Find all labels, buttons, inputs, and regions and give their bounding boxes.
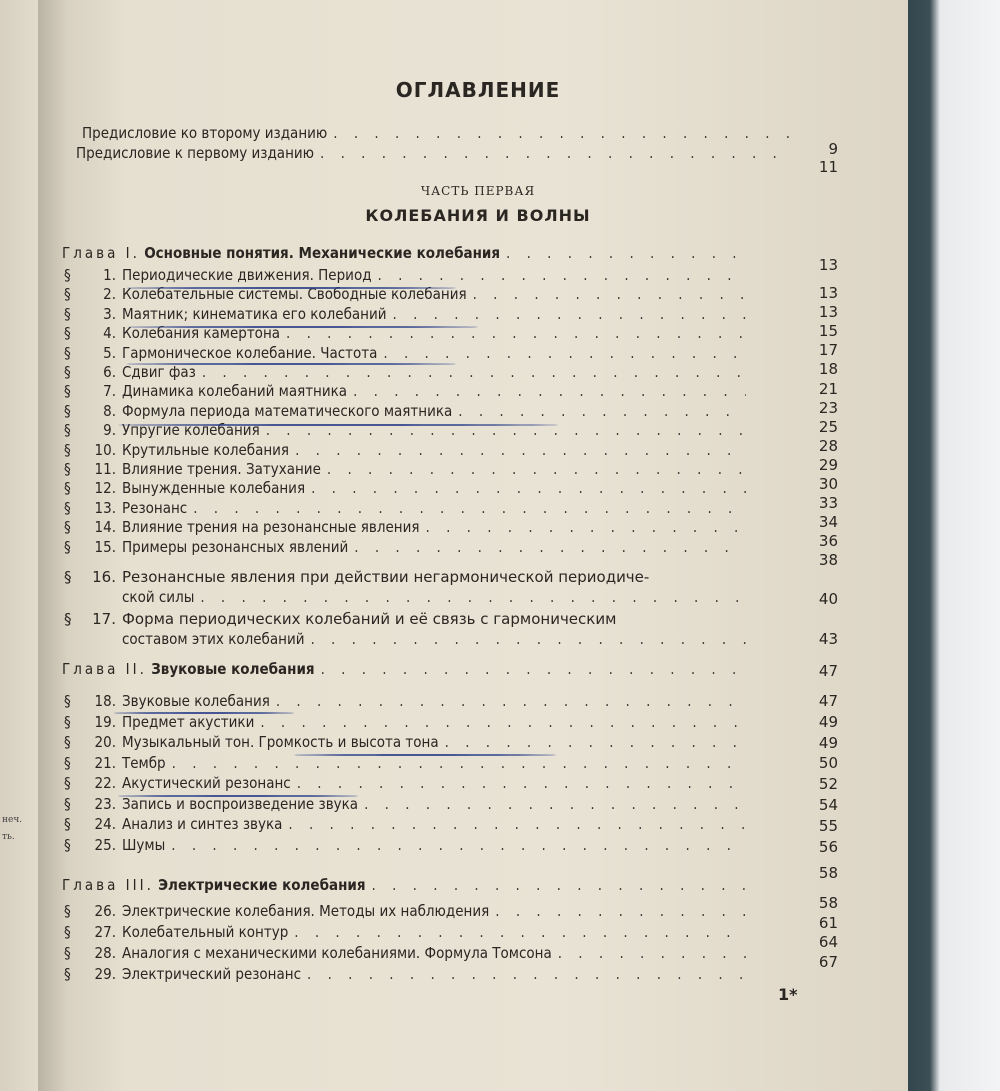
page-number: 47 xyxy=(818,692,838,710)
leader-dots xyxy=(288,815,746,833)
section-number: 24. xyxy=(94,815,116,833)
entry-label: Звуковые колебания xyxy=(122,692,270,710)
leader-dots xyxy=(327,460,746,478)
book-page xyxy=(38,0,908,1091)
leader-dots xyxy=(171,836,746,854)
section-number: 26. xyxy=(94,902,116,920)
entry-label: Предисловие к первому изданию xyxy=(76,144,315,162)
section-sign: § xyxy=(64,479,71,498)
leader-dots xyxy=(320,144,792,162)
chapter-prefix: Глава I. xyxy=(62,244,140,262)
margin-note: неч. xyxy=(2,815,23,825)
page-number: 29 xyxy=(818,455,838,474)
section-sign: § xyxy=(64,498,71,517)
chapter-heading-3[interactable] xyxy=(62,876,752,894)
leader-dots xyxy=(333,124,792,142)
leader-dots xyxy=(364,795,746,813)
page-number: 54 xyxy=(818,796,838,814)
entry-label: Запись и воспроизведение звука xyxy=(122,794,359,813)
entry-label: Крутильные колебания xyxy=(122,440,290,459)
toc-entry[interactable] xyxy=(64,538,752,556)
entry-label: Шумы xyxy=(122,835,166,854)
toc-entry[interactable] xyxy=(64,733,752,751)
page-number: 15 xyxy=(818,322,838,341)
page-number: 38 xyxy=(818,551,838,570)
section-sign: § xyxy=(64,610,72,628)
toc-entry-preface-2[interactable] xyxy=(82,124,798,142)
page-number: 34 xyxy=(818,513,838,532)
entry-label: Вынужденные колебания xyxy=(122,479,306,498)
entry-label: Колебательные системы. Свободные колебания xyxy=(122,285,467,304)
toc-entry-17-cont[interactable] xyxy=(122,630,752,648)
section-number: 5. xyxy=(103,343,116,362)
toc-entry[interactable] xyxy=(64,815,752,833)
leader-dots xyxy=(321,660,746,678)
toc-entry[interactable] xyxy=(64,382,752,400)
entry-label: Форма периодических колебаний и её связь с гармоническим xyxy=(122,610,617,628)
page-number: 13 xyxy=(818,303,838,322)
page-number: 49 xyxy=(818,712,838,731)
leader-dots xyxy=(383,344,746,362)
entry-label-cont: ской силы xyxy=(122,588,195,606)
entry-label: Анализ и синтез звука xyxy=(122,815,283,833)
entry-label: Музыкальный тон. Громкость и высота тона xyxy=(122,733,439,751)
entry-label: Периодические движения. Период xyxy=(122,266,372,284)
section-number: 2. xyxy=(103,285,116,304)
page-number: 64 xyxy=(818,933,838,951)
section-sign: § xyxy=(64,304,71,323)
entry-label: Резонанс xyxy=(122,498,188,517)
section-number: 4. xyxy=(103,324,116,343)
section-number: 18. xyxy=(94,692,116,710)
section-number: 20. xyxy=(94,733,116,751)
leader-dots xyxy=(353,382,746,400)
section-sign: § xyxy=(64,363,71,381)
part-title: КОЛЕБАНИЯ И ВОЛНЫ xyxy=(365,206,591,225)
section-number: 28. xyxy=(94,944,116,962)
entry-label: Резонансные явления при действии негармонической периодиче- xyxy=(122,568,650,586)
section-number: 21. xyxy=(94,753,116,772)
section-sign: § xyxy=(64,902,71,920)
facing-page xyxy=(0,0,38,1091)
section-sign: § xyxy=(64,343,71,362)
toc-entry-preface-1[interactable] xyxy=(76,144,798,162)
leader-dots xyxy=(378,266,746,284)
leader-dots xyxy=(295,441,746,459)
entry-label: Предмет акустики xyxy=(122,712,255,731)
section-number: 12. xyxy=(94,479,116,498)
section-number: 29. xyxy=(94,965,116,983)
section-number: 19. xyxy=(94,712,116,731)
toc-entry[interactable] xyxy=(64,402,752,420)
ink-underline xyxy=(118,424,558,426)
section-sign: § xyxy=(64,733,71,751)
toc-entry[interactable] xyxy=(64,441,752,459)
margin-note: ть. xyxy=(2,832,15,842)
section-number: 9. xyxy=(103,421,116,440)
entry-label: Сдвиг фаз xyxy=(122,363,196,381)
section-sign: § xyxy=(64,774,71,792)
toc-entry-16-cont[interactable] xyxy=(122,588,752,606)
leader-dots xyxy=(558,944,746,962)
leader-dots xyxy=(372,876,746,894)
entry-label: Электрические колебания. Методы их наблюдения xyxy=(122,902,490,920)
chapter-title: Основные понятия. Механические колебания xyxy=(144,244,501,262)
section-sign: § xyxy=(64,324,71,343)
section-sign: § xyxy=(64,692,71,710)
section-sign: § xyxy=(64,266,71,284)
page-number: 50 xyxy=(818,754,838,773)
leader-dots xyxy=(260,713,746,731)
section-sign: § xyxy=(64,753,71,772)
section-number: 1. xyxy=(103,266,116,284)
section-sign: § xyxy=(64,815,71,833)
leader-dots xyxy=(200,588,746,606)
leader-dots xyxy=(193,499,746,517)
toc-entry[interactable] xyxy=(64,836,752,854)
leader-dots xyxy=(307,965,746,983)
toc-entry[interactable] xyxy=(64,923,752,941)
ink-underline xyxy=(126,363,456,365)
leader-dots xyxy=(172,754,746,772)
entry-label: Колебательный контур xyxy=(122,923,289,941)
leader-dots xyxy=(393,305,746,323)
ink-underline xyxy=(128,326,478,328)
section-number: 17. xyxy=(92,610,116,628)
entry-label: Электрический резонанс xyxy=(122,965,302,983)
page-number: 55 xyxy=(818,816,838,835)
ink-underline xyxy=(114,712,294,714)
leader-dots xyxy=(311,479,746,497)
part-label: ЧАСТЬ ПЕРВАЯ xyxy=(420,184,536,198)
section-sign: § xyxy=(64,923,71,941)
section-sign: § xyxy=(64,460,71,478)
page-number: 49 xyxy=(818,733,838,752)
toc-entry[interactable] xyxy=(64,363,752,381)
section-sign: § xyxy=(64,712,71,731)
page-number: 9 xyxy=(828,140,838,158)
page-number: 18 xyxy=(818,360,838,379)
section-number: 6. xyxy=(103,363,116,381)
entry-label: Гармоническое колебание. Частота xyxy=(122,343,378,362)
toc-entry[interactable] xyxy=(64,754,752,772)
leader-dots xyxy=(310,630,746,648)
toc-entry[interactable] xyxy=(64,774,752,792)
section-sign: § xyxy=(64,537,71,556)
chapter-heading-2[interactable] xyxy=(62,660,752,678)
chapter-title: Звуковые колебания xyxy=(151,660,315,678)
page-number: 43 xyxy=(818,630,838,648)
entry-label: Предисловие ко второму изданию xyxy=(82,124,328,142)
page-number: 58 xyxy=(818,894,838,912)
toc-entry[interactable] xyxy=(64,460,752,478)
page-number: 25 xyxy=(818,417,838,436)
page-number: 30 xyxy=(818,475,838,493)
leader-dots xyxy=(426,518,747,536)
ink-underline xyxy=(118,795,358,797)
page-number: 56 xyxy=(818,837,838,856)
page-number: 11 xyxy=(818,158,838,176)
toc-entry-16[interactable] xyxy=(64,568,649,586)
entry-label: Формула периода математического маятника xyxy=(122,401,453,420)
toc-entry[interactable] xyxy=(64,305,752,323)
leader-dots xyxy=(506,244,746,262)
leader-dots xyxy=(297,774,746,792)
toc-entry[interactable] xyxy=(64,902,752,920)
section-number: 15. xyxy=(94,537,116,556)
section-sign: § xyxy=(64,401,71,420)
leader-dots xyxy=(202,363,746,381)
page-number: 52 xyxy=(818,775,838,794)
page-number: 13 xyxy=(818,256,838,274)
page-title: ОГЛАВЛЕНИЕ xyxy=(395,78,561,102)
leader-dots xyxy=(495,902,746,920)
section-sign: § xyxy=(64,794,71,813)
toc-entry[interactable] xyxy=(64,518,752,536)
section-sign: § xyxy=(64,285,71,304)
section-sign: § xyxy=(64,518,71,537)
section-number: 13. xyxy=(94,498,116,517)
leader-dots xyxy=(473,285,746,303)
toc-entry[interactable] xyxy=(64,944,752,962)
ink-underline xyxy=(294,754,556,756)
entry-label: Влияние трения на резонансные явления xyxy=(122,518,420,537)
page-number: 33 xyxy=(818,494,838,513)
section-sign: § xyxy=(64,421,71,440)
entry-label: Аналогия с механическими колебаниями. Формула Томсона xyxy=(122,944,552,962)
section-number: 27. xyxy=(94,923,116,941)
chapter-prefix: Глава II. xyxy=(62,660,147,678)
leader-dots xyxy=(445,733,746,751)
section-sign: § xyxy=(64,835,71,854)
leader-dots xyxy=(276,692,746,710)
page-number: 28 xyxy=(818,436,838,455)
entry-label: Колебания камертона xyxy=(122,324,281,343)
ink-underline xyxy=(126,287,456,289)
entry-label: Упругие колебания xyxy=(122,421,260,440)
section-number: 23. xyxy=(94,794,116,813)
entry-label-cont: составом этих колебаний xyxy=(122,630,305,648)
entry-label: Динамика колебаний маятника xyxy=(122,382,348,401)
page-number: 61 xyxy=(818,913,838,932)
section-sign: § xyxy=(64,965,71,983)
section-number: 25. xyxy=(94,835,116,854)
section-number: 3. xyxy=(103,304,116,323)
section-number: 7. xyxy=(103,382,116,401)
toc-entry-17[interactable] xyxy=(64,610,616,628)
section-number: 10. xyxy=(94,440,116,459)
chapter-heading-1[interactable] xyxy=(62,244,752,262)
toc-entry[interactable] xyxy=(64,499,752,517)
signature-mark: 1* xyxy=(778,985,798,1004)
chapter-prefix: Глава III. xyxy=(62,876,154,894)
entry-label: Акустический резонанс xyxy=(122,774,291,792)
entry-label: Маятник; кинематика его колебаний xyxy=(122,304,387,323)
leader-dots xyxy=(294,923,746,941)
section-number: 11. xyxy=(94,460,116,478)
desk-background xyxy=(900,0,1000,1091)
section-number: 16. xyxy=(92,568,116,586)
toc-entry[interactable] xyxy=(64,266,752,284)
leader-dots xyxy=(354,538,746,556)
toc-entry[interactable] xyxy=(64,479,752,497)
toc-entry[interactable] xyxy=(64,713,752,731)
page-number: 67 xyxy=(818,952,838,971)
entry-label: Влияние трения. Затухание xyxy=(122,460,321,478)
toc-entry[interactable] xyxy=(64,965,752,983)
page-number: 13 xyxy=(818,284,838,302)
page-number: 47 xyxy=(818,662,838,680)
section-number: 8. xyxy=(103,401,116,420)
toc-entry[interactable] xyxy=(64,344,752,362)
section-sign: § xyxy=(64,944,71,962)
page-number: 17 xyxy=(818,341,838,360)
section-number: 22. xyxy=(94,774,116,792)
leader-dots xyxy=(458,402,746,420)
page-number: 58 xyxy=(818,864,838,882)
entry-label: Тембр xyxy=(122,753,166,772)
section-number: 14. xyxy=(94,518,116,537)
entry-label: Примеры резонансных явлений xyxy=(122,537,349,556)
page-number: 40 xyxy=(818,590,838,608)
chapter-title: Электрические колебания xyxy=(158,876,366,894)
page-number: 36 xyxy=(818,532,838,551)
section-sign: § xyxy=(64,382,71,401)
toc-entry[interactable] xyxy=(64,795,752,813)
section-sign: § xyxy=(64,568,72,586)
page-number: 21 xyxy=(818,379,838,398)
section-sign: § xyxy=(64,440,71,459)
page-number: 23 xyxy=(818,398,838,417)
toc-entry[interactable] xyxy=(64,692,752,710)
